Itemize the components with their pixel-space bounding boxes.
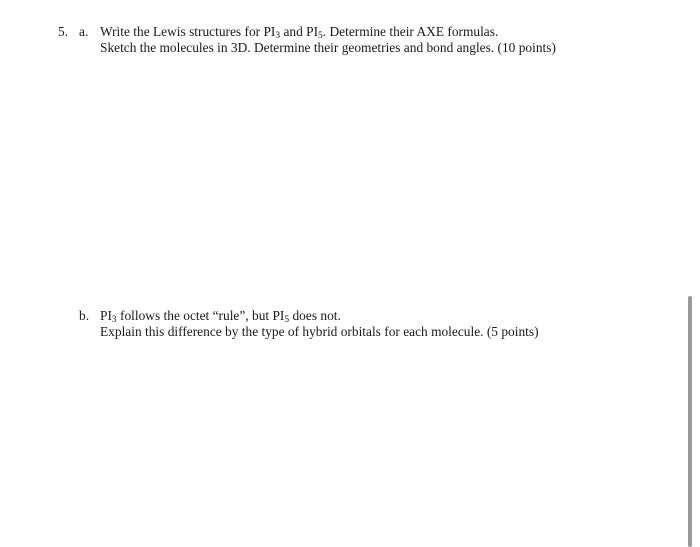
part-b-subscript-2: 5: [284, 315, 290, 325]
part-a-line-1-middle: and PI: [280, 24, 319, 39]
part-a-line-1-suffix: . Determine their AXE formulas.: [322, 24, 499, 39]
part-a-line-1: [100, 24, 498, 40]
vertical-scrollbar[interactable]: [688, 296, 692, 547]
part-a-subscript-2: 5: [318, 31, 323, 41]
part-b-line-1: [100, 308, 341, 324]
part-b-line-1-middle: follows the octet “rule”, but PI: [116, 308, 285, 323]
part-b-line-1-suffix: does not.: [289, 308, 341, 323]
part-a-line-1-prefix: Write the Lewis structures for PI: [100, 24, 276, 39]
part-b-subscript-1: 3: [111, 315, 117, 325]
part-a-subscript-1: 3: [275, 31, 281, 41]
part-b-label: b.: [79, 308, 90, 323]
part-a-line-2: Sketch the molecules in 3D. Determine their geometries and bond angles. (10 points): [100, 40, 556, 55]
part-b-line-2: Explain this difference by the type of hybrid orbitals for each molecule. (5 points): [100, 324, 539, 339]
part-b-line-1-prefix: PI: [100, 308, 112, 323]
question-number: 5.: [58, 24, 69, 39]
part-a-label: a.: [79, 24, 89, 39]
